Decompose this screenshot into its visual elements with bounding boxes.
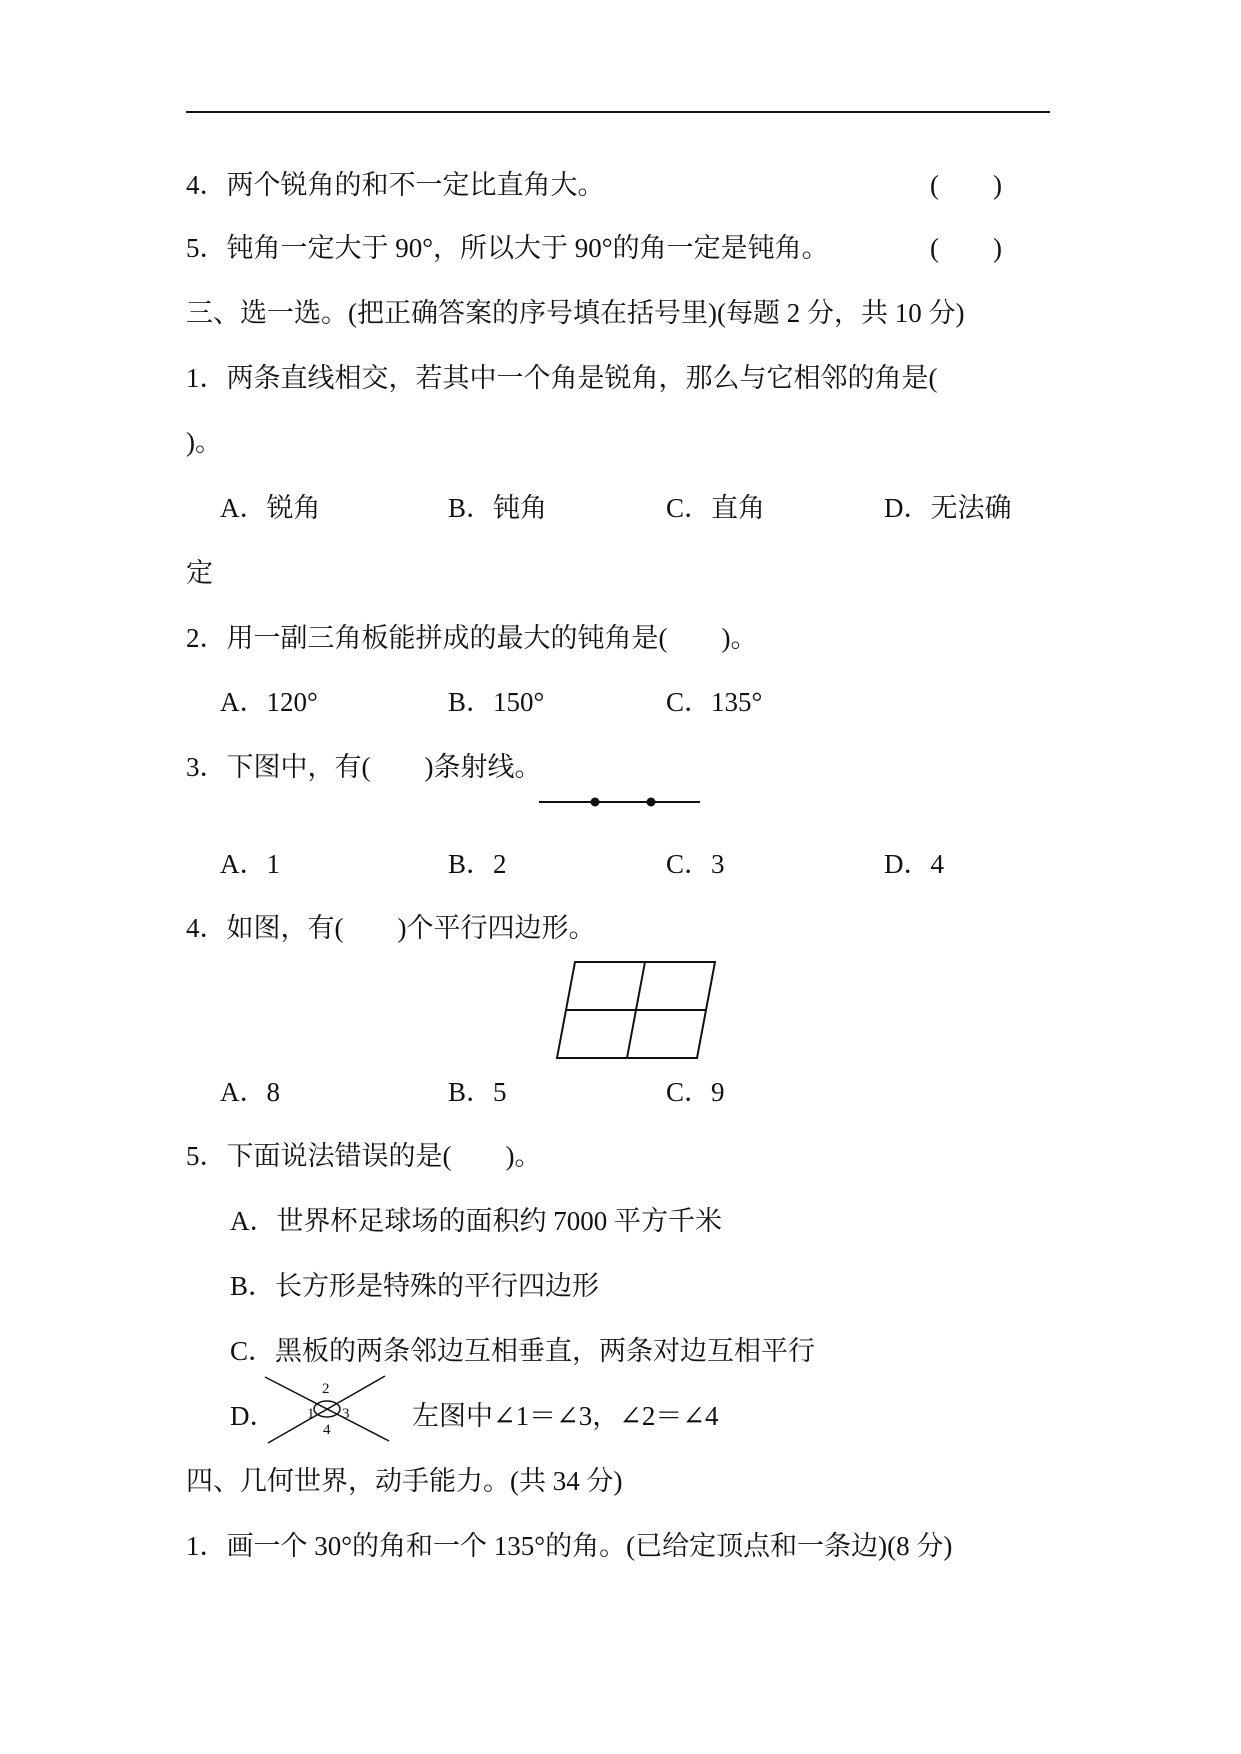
- ray-figure: [539, 799, 700, 806]
- q2-option-c: C．135°: [666, 687, 763, 717]
- section4-title: 四、几何世界，动手能力。(共 34 分): [186, 1466, 623, 1496]
- q3-option-b: B．2: [448, 849, 507, 879]
- q1-text: 1．两条直线相交，若其中一个角是锐角，那么与它相邻的角是(: [186, 363, 938, 393]
- q5-option-d: D．: [230, 1401, 277, 1431]
- section3-title: 三、选一选。(把正确答案的序号填在括号里)(每题 2 分，共 10 分): [186, 298, 965, 328]
- q1-option-d-wrap: 定: [186, 558, 213, 588]
- angle-label-2: 2: [322, 1381, 330, 1397]
- angle-label-3: 3: [342, 1406, 350, 1422]
- q1-option-d: D．无法确: [884, 493, 1012, 523]
- judge-q5: 5．钝角一定大于 90°，所以大于 90°的角一定是钝角。: [186, 233, 829, 263]
- parallelogram-figure: [557, 962, 715, 1058]
- angle-label-1: 1: [307, 1406, 315, 1422]
- q5-option-c: C．黑板的两条邻边互相垂直，两条对边互相平行: [230, 1336, 816, 1366]
- answer-paren: ( ): [930, 170, 1002, 200]
- q3-option-c: C．3: [666, 849, 725, 879]
- q1-option-a: A．锐角: [220, 493, 321, 523]
- q2-option-b: B．150°: [448, 687, 545, 717]
- answer-paren: ( ): [930, 233, 1002, 263]
- q2-text: 2．用一副三角板能拼成的最大的钝角是( )。: [186, 623, 758, 653]
- section4-q1: 1．画一个 30°的角和一个 135°的角。(已给定顶点和一条边)(8 分): [186, 1531, 953, 1561]
- q5-option-b: B．长方形是特殊的平行四边形: [230, 1271, 600, 1301]
- point: [648, 799, 655, 806]
- q3-text: 3．下图中，有( )条射线。: [186, 752, 542, 782]
- q1-option-c: C．直角: [666, 493, 766, 523]
- angle-label-4: 4: [323, 1422, 331, 1438]
- q5-option-a: A．世界杯足球场的面积约 7000 平方千米: [230, 1206, 722, 1236]
- q4-option-b: B．5: [448, 1077, 507, 1107]
- point: [592, 799, 599, 806]
- q3-option-a: A．1: [220, 849, 280, 879]
- q2-option-a: A．120°: [220, 687, 318, 717]
- q5-option-d-text: 左图中∠1＝∠3，∠2＝∠4: [412, 1401, 719, 1431]
- judge-q4: 4．两个锐角的和不一定比直角大。: [186, 170, 605, 200]
- q3-option-d: D．4: [884, 849, 944, 879]
- q5-text: 5．下面说法错误的是( )。: [186, 1141, 542, 1171]
- q4-option-a: A．8: [220, 1077, 280, 1107]
- q4-option-c: C．9: [666, 1077, 725, 1107]
- q4-text: 4．如图，有( )个平行四边形。: [186, 913, 596, 943]
- q1-cont: )。: [186, 427, 222, 457]
- q1-option-b: B．钝角: [448, 493, 548, 523]
